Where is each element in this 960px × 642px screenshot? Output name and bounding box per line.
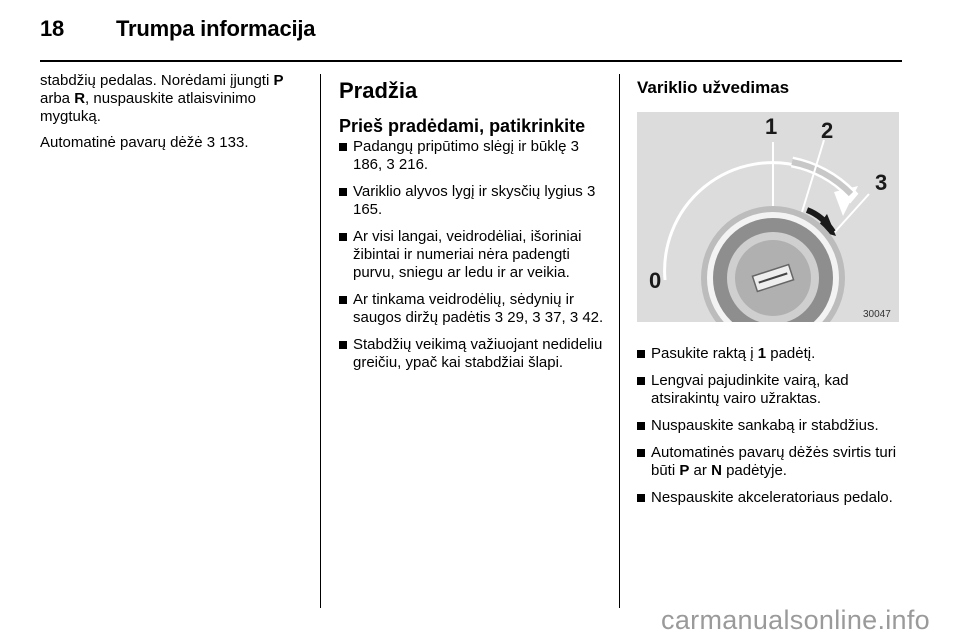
page-header <box>40 16 315 42</box>
text: , nuspauskite atlaisvinimo mygtuką. <box>40 90 256 125</box>
text: arba <box>40 90 75 107</box>
text: Variklio alyvos lygį ir skysčių lygius <box>353 183 587 200</box>
page-ref-number[interactable]: 133. <box>215 134 249 151</box>
section-heading: Pradžia <box>339 78 418 103</box>
list-item <box>637 372 907 408</box>
position-label-2: 2 <box>821 118 834 143</box>
figure-code: 30047 <box>863 309 891 320</box>
page-ref-number[interactable]: 42. <box>578 309 604 326</box>
text: Stabdžių veikimą važiuojant nedideliu greičiu, ypač kai stabdžiai šlapi. <box>353 336 603 371</box>
list-item <box>637 444 907 480</box>
page-ref-number[interactable]: 165. <box>353 201 383 218</box>
header-rule <box>40 60 902 62</box>
page-ref-icon[interactable]: 3 <box>586 183 596 200</box>
page-ref-number[interactable]: 216. <box>394 156 429 173</box>
bold-text: P <box>679 462 690 479</box>
text: Automatinė pavarų dėžė <box>40 134 207 151</box>
text: ar <box>689 462 712 479</box>
section-subheading: Prieš pradėdami, patikrinkite <box>339 116 586 136</box>
column-divider-2 <box>619 74 620 608</box>
list-item <box>637 417 907 435</box>
position-label-1: 1 <box>765 114 778 139</box>
page-ref-icon[interactable]: 3 <box>494 309 504 326</box>
paragraph-brake-pedal <box>40 72 310 126</box>
column-middle <box>339 72 607 381</box>
bold-text: P <box>273 72 284 89</box>
text: Ar tinkama veidrodėlių, sėdynių ir saugos diržų padėtis <box>353 291 574 326</box>
ignition-switch-illustration <box>637 112 899 322</box>
text: stabdžių pedalas. Norėdami įjungti <box>40 72 274 89</box>
list-item <box>339 138 607 174</box>
section-heading: Variklio užvedimas <box>637 78 790 97</box>
text: padėtyje. <box>721 462 787 479</box>
page-ref-icon[interactable]: 3 <box>532 309 541 326</box>
text: Pasukite raktą į <box>651 345 758 362</box>
page-ref-icon[interactable]: 3 <box>569 309 579 326</box>
bold-text: N <box>711 462 722 479</box>
list-item <box>637 489 907 507</box>
page-ref-icon[interactable]: 3 <box>386 156 395 173</box>
page-ref-number[interactable]: 29, <box>503 309 533 326</box>
list-item <box>339 183 607 219</box>
column-divider-1 <box>320 74 321 608</box>
bold-text: 1 <box>757 345 767 362</box>
text: Nespauskite akceleratoriaus pedalo. <box>651 489 893 506</box>
page-ref-number[interactable]: 37, <box>540 309 570 326</box>
text: padėtį. <box>766 345 816 362</box>
list-item <box>339 336 607 372</box>
bold-text: R <box>74 90 86 107</box>
text: Lengvai pajudinkite vairą, kad atsirakintų vairo užraktas. <box>651 372 849 407</box>
column-right <box>637 72 907 516</box>
checklist <box>339 138 607 372</box>
list-item <box>339 291 607 327</box>
column-left <box>40 72 310 160</box>
position-label-3: 3 <box>875 170 888 195</box>
text: Automatinės pavarų dėžės svirtis turi būti <box>651 444 897 479</box>
text: Padangų pripūtimo slėgį ir būklę <box>353 138 571 155</box>
page-ref-icon[interactable]: 3 <box>570 138 579 155</box>
page-number: 18 <box>40 16 65 41</box>
paragraph-automatic-gearbox <box>40 134 310 152</box>
watermark: carmanualsonline.info <box>661 605 930 635</box>
text: Ar visi langai, veidrodėliai, išoriniai žibintai ir numeriai nėra padengti purvu, sniegu ar ledu ir ar veikia. <box>353 228 582 281</box>
list-item <box>637 345 907 363</box>
text: Nuspauskite sankabą ir stabdžius. <box>651 417 879 434</box>
page-ref-icon[interactable]: 3 <box>206 134 216 151</box>
position-label-0: 0 <box>649 268 662 293</box>
instruction-list <box>637 345 907 507</box>
page-title: Trumpa informacija <box>116 16 316 41</box>
list-item <box>339 228 607 282</box>
page-ref-number[interactable]: 186, <box>353 156 387 173</box>
